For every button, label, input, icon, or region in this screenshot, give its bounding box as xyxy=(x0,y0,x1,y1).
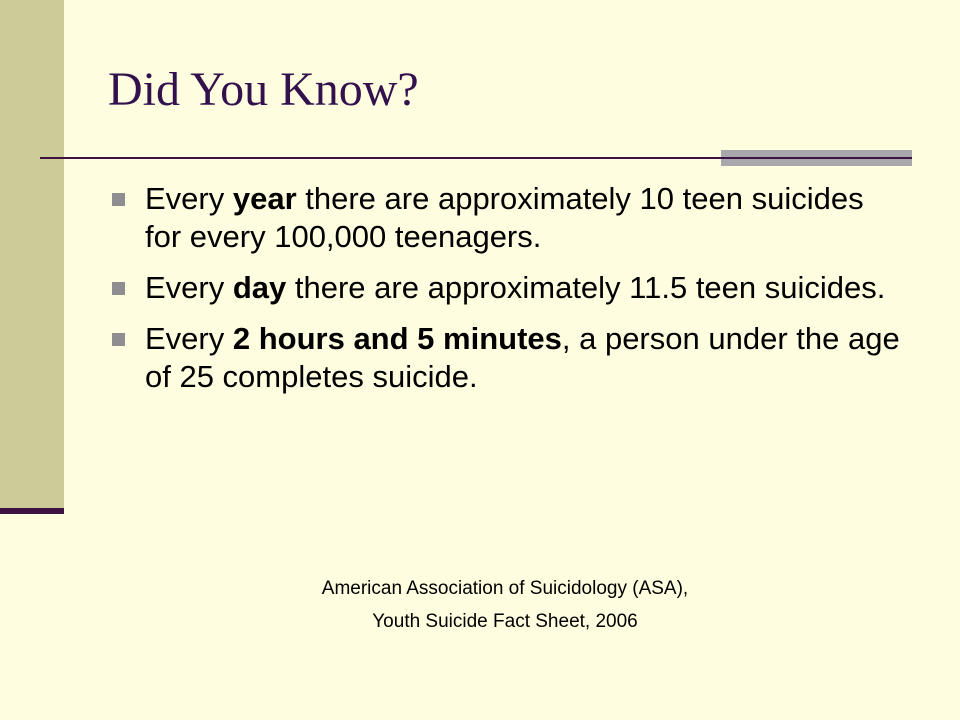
bullet-rest: there are approximately 11.5 teen suicides. xyxy=(286,270,886,305)
bullet-emphasis: day xyxy=(232,270,287,305)
square-bullet-icon xyxy=(112,282,125,295)
bullet-rest: there are approximately 10 teen suicides for every 100,000 teenagers. xyxy=(145,181,864,254)
bullet-lead: Every xyxy=(145,321,233,356)
bullet-item xyxy=(108,320,908,396)
bullet-text xyxy=(145,181,864,254)
citation-source: American Association of Suicidology (ASA), xyxy=(321,578,689,599)
square-bullet-icon xyxy=(112,333,125,346)
bullet-item xyxy=(108,180,908,256)
bullet-text xyxy=(145,270,885,305)
slide-title: Did You Know? xyxy=(108,63,419,116)
bullet-text xyxy=(145,321,900,394)
title-rule-accent xyxy=(721,150,912,166)
bullet-rest: , a person under the age of 25 completes suicide. xyxy=(145,321,900,394)
side-bar-base-decoration xyxy=(0,508,64,514)
citation xyxy=(0,572,960,638)
side-bar-decoration xyxy=(0,0,64,512)
bullet-item xyxy=(108,269,908,307)
bullet-lead: Every xyxy=(145,181,233,216)
bullet-list xyxy=(108,180,908,409)
citation-document: Youth Suicide Fact Sheet, 2006 xyxy=(372,611,638,632)
square-bullet-icon xyxy=(112,193,125,206)
bullet-lead: Every xyxy=(145,270,233,305)
bullet-emphasis: year xyxy=(232,181,297,216)
bullet-emphasis: 2 hours and 5 minutes xyxy=(232,321,562,356)
